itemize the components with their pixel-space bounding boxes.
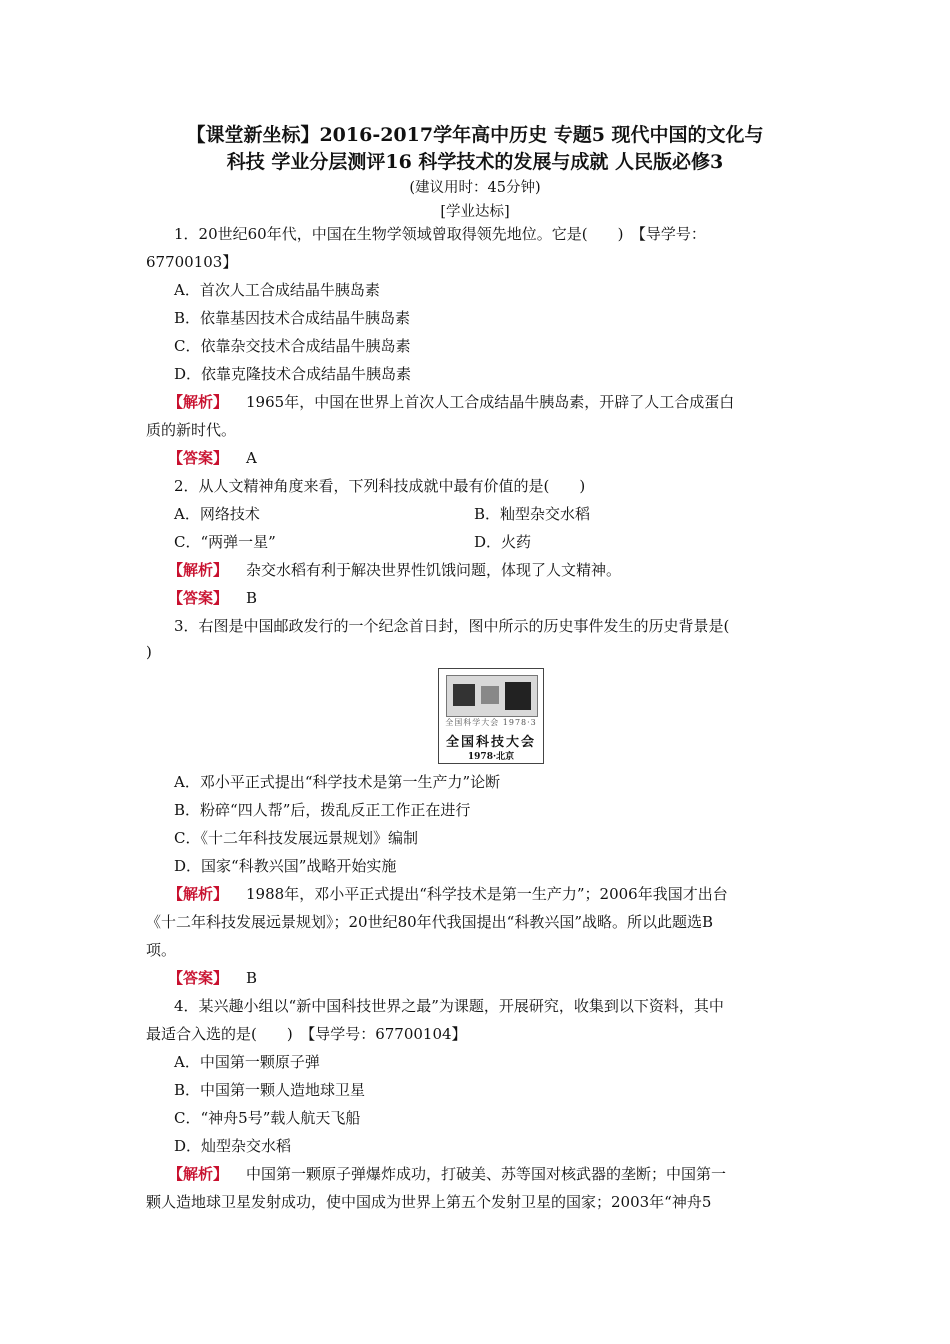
- q2-option-a: A．网络技术: [174, 505, 260, 523]
- q1-answer-value: A: [246, 449, 257, 467]
- q4-analysis-line-2: 颗人造地球卫星发射成功，使中国成为世界上第五个发射卫星的国家；2003年“神舟5: [146, 1193, 712, 1211]
- envelope-date: 1978·北京: [467, 752, 515, 762]
- q3-option-b: B．粉碎“四人帮”后，拨乱反正工作正在进行: [174, 801, 471, 819]
- commemorative-envelope-image: [438, 668, 544, 764]
- q2-analysis: [168, 560, 848, 580]
- answer-tag: 【答案】: [168, 969, 229, 987]
- q1-analysis-text: 1965年，中国在世界上首次人工合成结晶牛胰岛素，开辟了人工合成蛋白: [246, 393, 735, 411]
- time-note: (建议用时：45分钟): [409, 180, 541, 196]
- answer-tag: 【答案】: [168, 449, 229, 467]
- q4-analysis-text: 中国第一颗原子弹爆炸成功，打破美、苏等国对核武器的垄断；中国第一: [246, 1165, 727, 1183]
- q4-analysis-line-1: [168, 1164, 848, 1184]
- analysis-tag: 【解析】: [168, 393, 229, 411]
- q3-option-d: D．国家“科教兴国”战略开始实施: [174, 857, 397, 875]
- q1-option-a: A．首次人工合成结晶牛胰岛素: [174, 281, 380, 299]
- q3-option-a: A．邓小平正式提出“科学技术是第一生产力”论断: [174, 773, 501, 791]
- answer-tag: 【答案】: [168, 589, 229, 607]
- envelope-title: 全国科技大会: [445, 735, 536, 750]
- analysis-tag: 【解析】: [168, 1165, 229, 1183]
- q3-analysis-line-1: [168, 884, 848, 904]
- q2-stem: 2．从人文精神角度来看，下列科技成就中最有价值的是( ): [174, 477, 586, 495]
- title-line-1: 【课堂新坐标】2016-2017学年高中历史 专题5 现代中国的文化与: [186, 124, 764, 146]
- q2-option-c: C．“两弹一星”: [174, 533, 276, 551]
- q3-answer-value: B: [246, 969, 258, 987]
- analysis-tag: 【解析】: [168, 885, 229, 903]
- q4-option-d: D．灿型杂交水稻: [174, 1137, 292, 1155]
- envelope-photo: [446, 675, 538, 717]
- q1-stem-line-1: 1．20世纪60年代，中国在生物学领域曾取得领先地位。它是( ) 【导学号：: [174, 225, 706, 243]
- q1-stem-line-2: 67700103】: [146, 253, 238, 271]
- q1-option-b: B．依靠基因技术合成结晶牛胰岛素: [174, 309, 411, 327]
- analysis-tag: 【解析】: [168, 561, 229, 579]
- q4-option-b: B．中国第一颗人造地球卫星: [174, 1081, 366, 1099]
- q1-answer: [168, 448, 848, 468]
- q1-option-c: C．依靠杂交技术合成结晶牛胰岛素: [174, 337, 411, 355]
- q4-option-c: C．“神舟5号”载人航天飞船: [174, 1109, 361, 1127]
- q1-analysis-line-1: [168, 392, 848, 412]
- q3-stem-line-2: ): [146, 643, 152, 661]
- q2-answer: [168, 588, 848, 608]
- q2-option-d: D．火药: [474, 533, 532, 551]
- q4-stem-line-1: 4．某兴趣小组以“新中国科技世界之最”为课题，开展研究，收集到以下资料，其中: [174, 997, 724, 1015]
- section-heading: [学业达标]: [440, 204, 510, 220]
- q1-option-d: D．依靠克隆技术合成结晶牛胰岛素: [174, 365, 412, 383]
- q2-option-b: B．籼型杂交水稻: [474, 505, 591, 523]
- q2-answer-value: B: [246, 589, 258, 607]
- q3-answer: [168, 968, 848, 988]
- q4-option-a: A．中国第一颗原子弹: [174, 1053, 320, 1071]
- q3-stem-line-1: 3．右图是中国邮政发行的一个纪念首日封，图中所示的历史事件发生的历史背景是(: [174, 617, 730, 635]
- document-title: [120, 122, 830, 176]
- q2-options-row-1: [174, 504, 826, 524]
- q3-option-c: C．《十二年科技发展远景规划》编制: [174, 829, 418, 847]
- q3-analysis-line-3: 项。: [146, 941, 177, 959]
- q4-stem-line-2: 最适合入选的是( ) 【导学号：67700104】: [146, 1025, 467, 1043]
- q2-options-row-2: [174, 532, 826, 552]
- q3-analysis-text: 1988年，邓小平正式提出“科学技术是第一生产力”；2006年我国才出台: [246, 885, 728, 903]
- q3-analysis-line-2: 《十二年科技发展远景规划》；20世纪80年代我国提出“科教兴国”战略。所以此题选B: [146, 913, 714, 931]
- q1-analysis-line-2: 质的新时代。: [146, 421, 237, 439]
- q2-analysis-text: 杂交水稻有利于解决世界性饥饿问题，体现了人文精神。: [246, 561, 622, 579]
- title-line-2: 科技 学业分层测评16 科学技术的发展与成就 人民版必修3: [226, 151, 724, 173]
- envelope-subtitle: 全国科学大会 1978·3: [445, 718, 537, 727]
